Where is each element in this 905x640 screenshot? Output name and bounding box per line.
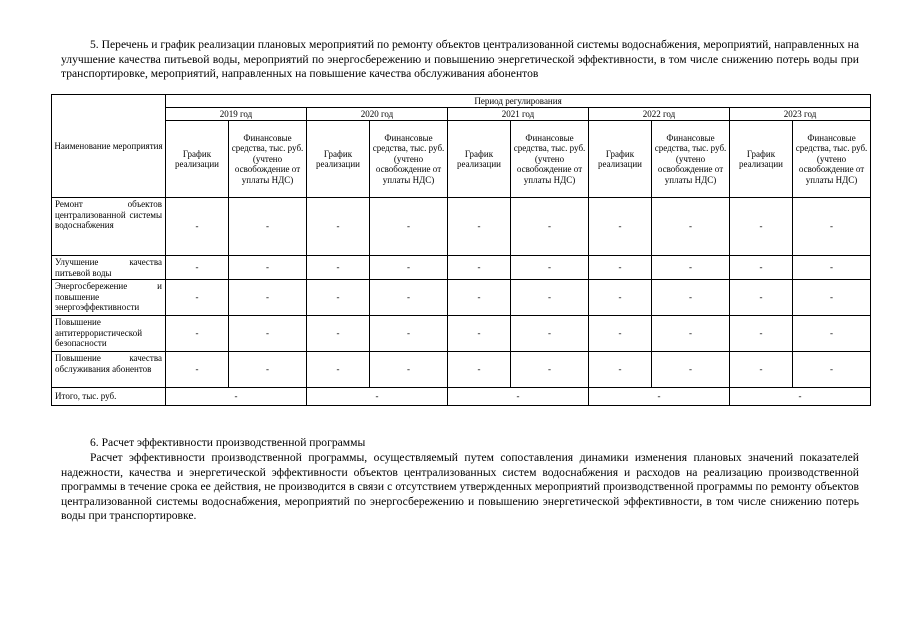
total-cell: -	[307, 388, 448, 406]
table-cell: -	[511, 316, 589, 352]
total-cell: -	[730, 388, 871, 406]
table-cell: -	[229, 256, 307, 280]
table-cell: -	[652, 198, 730, 256]
subheader-schedule: График реализации	[589, 121, 652, 198]
table-cell: -	[166, 256, 229, 280]
table-row	[52, 198, 871, 256]
row-label: Ремонт объектов централизованной системы водоснабжения	[52, 198, 166, 256]
subheader-schedule: График реализации	[307, 121, 370, 198]
table-cell: -	[730, 198, 793, 256]
subheader-schedule: График реализации	[730, 121, 793, 198]
table-cell: -	[166, 316, 229, 352]
table-cell: -	[589, 316, 652, 352]
table-cell: -	[229, 352, 307, 388]
subheader-finance: Финансовые средства, тыс. руб. (учтено освобождение от уплаты НДС)	[793, 121, 871, 198]
table-cell: -	[793, 198, 871, 256]
section-6-body	[61, 451, 859, 524]
table-cell: -	[730, 316, 793, 352]
total-cell: -	[589, 388, 730, 406]
table-cell: -	[511, 256, 589, 280]
table-cell: -	[229, 198, 307, 256]
table-row	[52, 256, 871, 280]
section-5-heading	[61, 38, 859, 82]
section-6-title: 6. Расчет эффективности производственной программы	[90, 436, 366, 449]
table-cell: -	[370, 280, 448, 316]
table-cell: -	[511, 198, 589, 256]
table-cell: -	[793, 316, 871, 352]
subheader-finance: Финансовые средства, тыс. руб. (учтено освобождение от уплаты НДС)	[511, 121, 589, 198]
table-cell: -	[307, 352, 370, 388]
year-header: 2021 год	[448, 108, 589, 121]
total-cell: -	[448, 388, 589, 406]
activities-schedule-table	[51, 94, 871, 406]
table-cell: -	[370, 352, 448, 388]
row-label: Повышение качества обслуживания абонентов	[52, 352, 166, 388]
table-cell: -	[370, 198, 448, 256]
table-cell: -	[730, 256, 793, 280]
column-header-period: Период регулирования	[166, 95, 871, 108]
table-cell: -	[511, 352, 589, 388]
table-cell: -	[589, 198, 652, 256]
table-cell: -	[370, 256, 448, 280]
table-cell: -	[793, 352, 871, 388]
year-header: 2020 год	[307, 108, 448, 121]
table-cell: -	[448, 280, 511, 316]
table-cell: -	[793, 256, 871, 280]
table-cell: -	[229, 316, 307, 352]
subheader-schedule: График реализации	[166, 121, 229, 198]
table-cell: -	[370, 316, 448, 352]
row-label: Повышение антитеррористической безопасности	[52, 316, 166, 352]
table-cell: -	[793, 280, 871, 316]
table-cell: -	[307, 198, 370, 256]
table-row	[52, 280, 871, 316]
row-label: Улучшение качества питьевой воды	[52, 256, 166, 280]
subheader-finance: Финансовые средства, тыс. руб. (учтено освобождение от уплаты НДС)	[370, 121, 448, 198]
row-label: Энергосбережение и повышение энергоэффективности	[52, 280, 166, 316]
year-header: 2023 год	[730, 108, 871, 121]
table-cell: -	[448, 256, 511, 280]
year-header: 2022 год	[589, 108, 730, 121]
table-cell: -	[448, 198, 511, 256]
year-header: 2019 год	[166, 108, 307, 121]
table-cell: -	[229, 280, 307, 316]
table-cell: -	[511, 280, 589, 316]
table-cell: -	[307, 316, 370, 352]
table-cell: -	[448, 352, 511, 388]
subheader-finance: Финансовые средства, тыс. руб. (учтено освобождение от уплаты НДС)	[229, 121, 307, 198]
table-cell: -	[166, 280, 229, 316]
table-cell: -	[166, 352, 229, 388]
table-cell: -	[307, 280, 370, 316]
table-cell: -	[166, 198, 229, 256]
section-6-text: Расчет эффективности производственной программы, осуществляемый путем сопоставления динамики изменения плановых значений показателей надежности, качества и энергетической эффективности объектов централизованных систем водоснабжения и расходов на реализацию производственной программы в течение срока ее действия, не производится в связи с отсутствием утвержденных мероприятий производственной программы по ремонту объектов централизованной системы водоснабжения, мероприятий по энергосбережению и повышению энергетической эффективности, в том числе снижению потерь воды при транспортировке.	[61, 451, 859, 522]
table-total-row	[52, 388, 871, 406]
table-cell: -	[730, 280, 793, 316]
table-cell: -	[652, 280, 730, 316]
table-cell: -	[589, 280, 652, 316]
table-cell: -	[730, 352, 793, 388]
total-cell: -	[166, 388, 307, 406]
subheader-finance: Финансовые средства, тыс. руб. (учтено освобождение от уплаты НДС)	[652, 121, 730, 198]
total-label: Итого, тыс. руб.	[52, 388, 166, 406]
table-cell: -	[589, 352, 652, 388]
table-cell: -	[652, 316, 730, 352]
subheader-schedule: График реализации	[448, 121, 511, 198]
table-cell: -	[652, 352, 730, 388]
column-header-activity-name: Наименование мероприятия	[52, 95, 166, 198]
table-row	[52, 316, 871, 352]
table-cell: -	[652, 256, 730, 280]
table-row	[52, 352, 871, 388]
section-5-text: 5. Перечень и график реализации плановых мероприятий по ремонту объектов централизованной системы водоснабжения, мероприятий, направленных на улучшение качества питьевой воды, мероприятий по энергосбережению и повышению энергетической эффективности, в том числе снижению потерь воды при транспортировке, мероприятий, направленных на повышение качества обслуживания абонентов	[61, 38, 859, 80]
table-cell: -	[448, 316, 511, 352]
table-cell: -	[589, 256, 652, 280]
table-cell: -	[307, 256, 370, 280]
